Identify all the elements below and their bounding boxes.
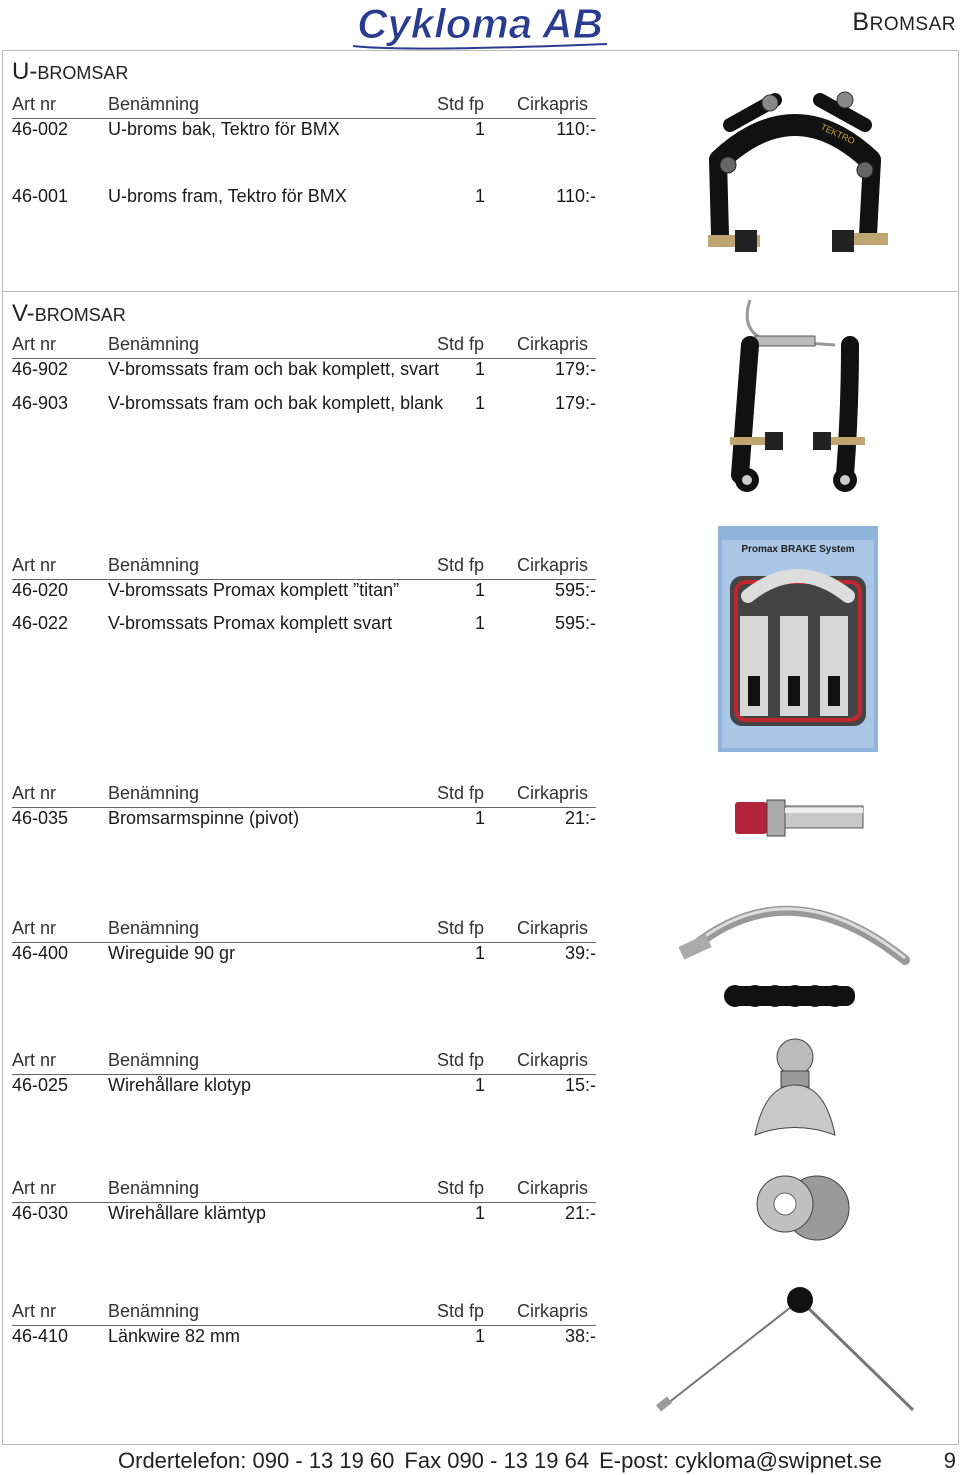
- std-fp: 1: [474, 613, 485, 633]
- link-wire-image: [655, 1282, 920, 1417]
- art-nr: 46-002: [12, 119, 69, 139]
- col-benamning: Benämning: [108, 918, 200, 938]
- u-brake-image: [700, 85, 900, 265]
- product-name: V-bromssats fram och bak komplett, svart: [108, 359, 440, 379]
- art-nr: 46-410: [12, 1326, 69, 1346]
- table-header: [12, 1301, 596, 1326]
- price: 21:-: [564, 808, 596, 828]
- product-row: [12, 393, 596, 417]
- product-row: [12, 359, 596, 383]
- col-std-fp: Std fp: [437, 334, 485, 354]
- product-name: Bromsarmspinne (pivot): [108, 808, 300, 828]
- art-nr: 46-400: [12, 943, 69, 963]
- col-benamning: Benämning: [108, 1178, 200, 1198]
- std-fp: 1: [474, 359, 485, 379]
- table-header: [12, 783, 596, 808]
- logo-text: Cykloma AB: [357, 0, 603, 47]
- product-name: V-bromssats fram och bak komplett, blank: [108, 393, 444, 413]
- footer-fax: Fax 090 - 13 19 64: [404, 1448, 590, 1473]
- col-benamning: Benämning: [108, 94, 200, 114]
- product-name: U-broms fram, Tektro för BMX: [108, 186, 347, 206]
- section-title-u-bromsar: [12, 58, 128, 86]
- art-nr: 46-030: [12, 1203, 69, 1223]
- col-std-fp: Std fp: [437, 94, 485, 114]
- section-title-u-rest: BROMSAR: [37, 63, 129, 83]
- std-fp: 1: [474, 1326, 485, 1346]
- table-header: [12, 555, 596, 580]
- col-cirkapris: Cirkapris: [517, 1301, 589, 1321]
- price: 38:-: [564, 1326, 596, 1346]
- company-logo: [345, 0, 615, 50]
- col-cirkapris: Cirkapris: [517, 783, 589, 803]
- price: 15:-: [564, 1075, 596, 1095]
- footer-contact: [118, 1448, 892, 1474]
- price: 21:-: [564, 1203, 596, 1223]
- col-art-nr: Art nr: [12, 555, 57, 575]
- product-row: [12, 1203, 596, 1227]
- wire-holder-clip-image: [745, 1168, 855, 1248]
- footer-phone: Ordertelefon: 090 - 13 19 60: [118, 1448, 395, 1473]
- product-name: U-broms bak, Tektro för BMX: [108, 119, 340, 139]
- col-art-nr: Art nr: [12, 918, 57, 938]
- table-header: [12, 1050, 596, 1075]
- product-name: Länkwire 82 mm: [108, 1326, 241, 1346]
- col-cirkapris: Cirkapris: [517, 555, 589, 575]
- product-row: [12, 580, 596, 604]
- promax-brake-package-image: [718, 526, 878, 752]
- pivot-image: [735, 798, 865, 838]
- col-cirkapris: Cirkapris: [517, 334, 589, 354]
- col-std-fp: Std fp: [437, 918, 485, 938]
- std-fp: 1: [474, 393, 485, 413]
- art-nr: 46-902: [12, 359, 69, 379]
- col-cirkapris: Cirkapris: [517, 1178, 589, 1198]
- col-benamning: Benämning: [108, 334, 200, 354]
- col-benamning: Benämning: [108, 783, 200, 803]
- col-std-fp: Std fp: [437, 783, 485, 803]
- category-title-rest: ROMSAR: [869, 14, 956, 35]
- col-std-fp: Std fp: [437, 1301, 485, 1321]
- price: 595:-: [554, 613, 596, 633]
- std-fp: 1: [474, 186, 485, 206]
- table-header: [12, 918, 596, 943]
- product-row: [12, 1326, 596, 1350]
- col-benamning: Benämning: [108, 555, 200, 575]
- col-cirkapris: Cirkapris: [517, 918, 589, 938]
- art-nr: 46-022: [12, 613, 69, 633]
- wireguide-image: [680, 888, 920, 1016]
- col-benamning: Benämning: [108, 1050, 200, 1070]
- std-fp: 1: [474, 1203, 485, 1223]
- product-name: V-bromssats Promax komplett svart: [108, 613, 393, 633]
- art-nr: 46-025: [12, 1075, 69, 1095]
- table-header: [12, 94, 596, 119]
- product-name: Wirehållare klämtyp: [108, 1203, 267, 1223]
- col-cirkapris: Cirkapris: [517, 94, 589, 114]
- section-title-v-rest: BROMSAR: [34, 305, 126, 325]
- section-divider: [3, 291, 957, 292]
- v-brake-image: [725, 300, 870, 500]
- promax-package-label: Promax BRAKE System: [741, 544, 855, 555]
- price: 179:-: [554, 393, 596, 413]
- section-title-u-initial: U-: [12, 58, 38, 85]
- price: 39:-: [564, 943, 596, 963]
- col-std-fp: Std fp: [437, 555, 485, 575]
- section-title-v-bromsar: [12, 300, 126, 328]
- std-fp: 1: [474, 1075, 485, 1095]
- art-nr: 46-001: [12, 186, 69, 206]
- std-fp: 1: [474, 808, 485, 828]
- product-name: Wireguide 90 gr: [108, 943, 236, 963]
- col-art-nr: Art nr: [12, 334, 57, 354]
- table-header: [12, 334, 596, 359]
- price: 110:-: [556, 119, 596, 139]
- product-row: [12, 808, 596, 832]
- art-nr: 46-035: [12, 808, 69, 828]
- product-row: [12, 186, 596, 210]
- col-benamning: Benämning: [108, 1301, 200, 1321]
- category-title-initial: B: [852, 8, 870, 36]
- col-std-fp: Std fp: [437, 1178, 485, 1198]
- std-fp: 1: [474, 943, 485, 963]
- wire-holder-clamp-image: [745, 1035, 840, 1145]
- col-art-nr: Art nr: [12, 1178, 57, 1198]
- product-name: V-bromssats Promax komplett ”titan”: [108, 580, 400, 600]
- col-art-nr: Art nr: [12, 783, 57, 803]
- product-row: [12, 1075, 596, 1099]
- category-title: [852, 8, 956, 37]
- price: 110:-: [556, 186, 596, 206]
- std-fp: 1: [474, 119, 485, 139]
- price: 595:-: [554, 580, 596, 600]
- col-cirkapris: Cirkapris: [517, 1050, 589, 1070]
- tektro-label: TEKTRO: [819, 121, 857, 147]
- std-fp: 1: [474, 580, 485, 600]
- col-art-nr: Art nr: [12, 1301, 57, 1321]
- page-number: 9: [943, 1448, 956, 1473]
- art-nr: 46-020: [12, 580, 69, 600]
- section-title-v-initial: V-: [12, 300, 35, 327]
- footer-email: E-post: cykloma@swipnet.se: [599, 1448, 882, 1473]
- col-art-nr: Art nr: [12, 94, 57, 114]
- product-name: Wirehållare klotyp: [108, 1075, 252, 1095]
- col-art-nr: Art nr: [12, 1050, 57, 1070]
- table-header: [12, 1178, 596, 1203]
- col-std-fp: Std fp: [437, 1050, 485, 1070]
- product-row: [12, 943, 596, 967]
- product-row: [12, 613, 596, 637]
- price: 179:-: [554, 359, 596, 379]
- product-row: [12, 119, 596, 143]
- art-nr: 46-903: [12, 393, 69, 413]
